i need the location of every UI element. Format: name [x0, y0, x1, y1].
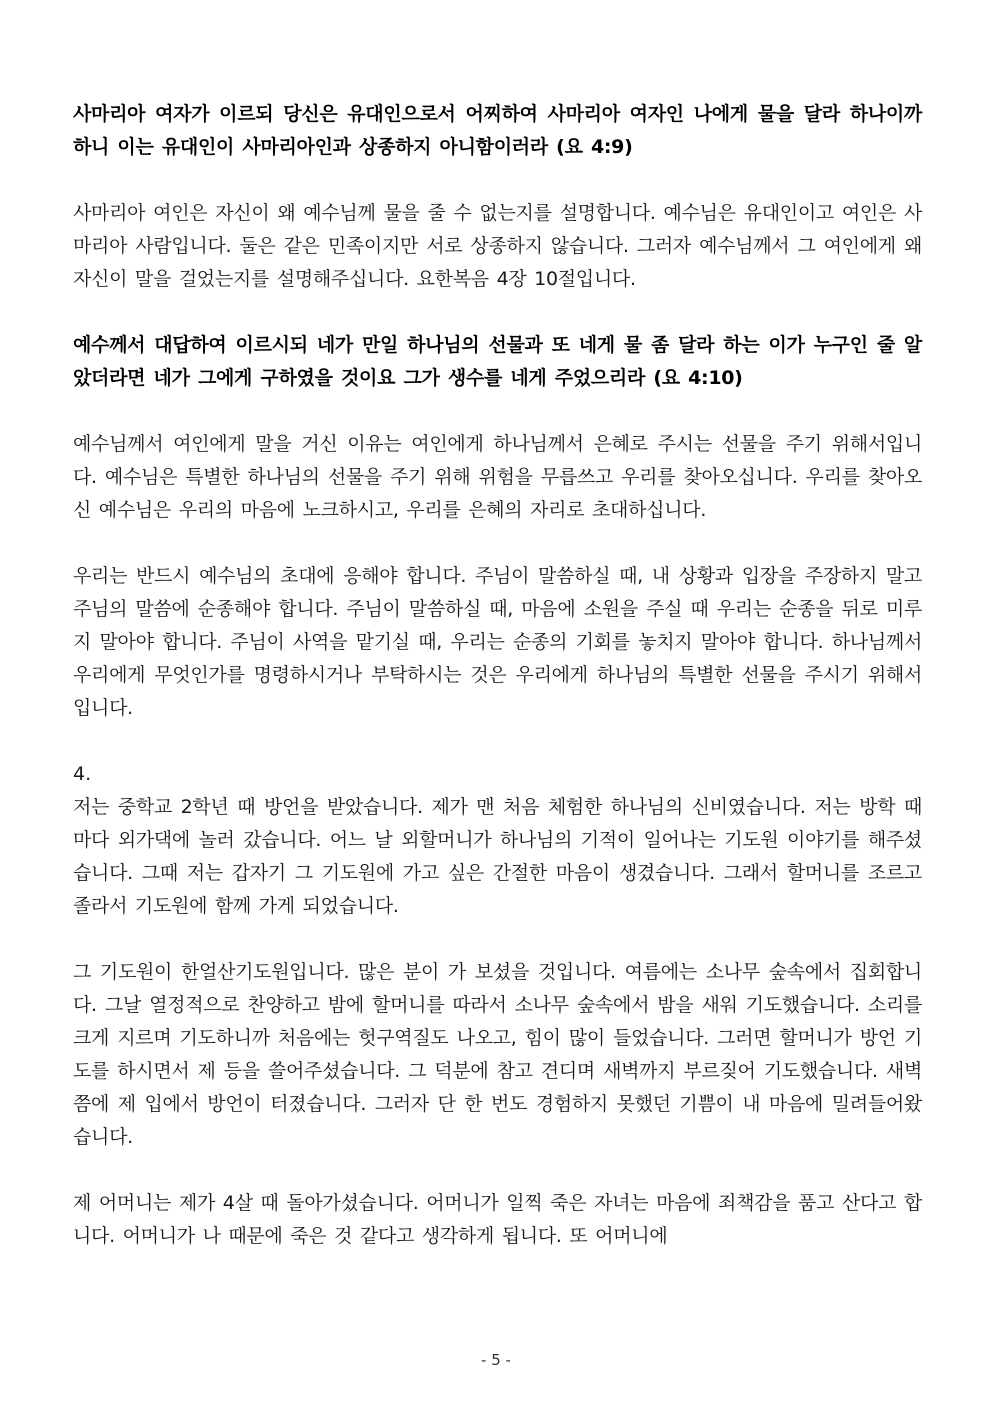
page-number: - 5 - — [481, 1351, 511, 1369]
document-body — [73, 98, 922, 1253]
bible-verse-john-4-9: 사마리아 여자가 이르되 당신은 유대인으로서 어찌하여 사마리아 여자인 나에게 물을 달라 하나이까 하니 이는 유대인이 사마리아인과 상종하지 아니함이러라 (요 4:9) — [73, 103, 922, 158]
paragraph-gap — [73, 725, 922, 758]
section-number: 4. — [73, 763, 92, 785]
bible-verse-john-4-10: 예수께서 대답하여 이르시되 네가 만일 하나님의 선물과 또 네게 물 좀 달라 하는 이가 누구인 줄 알았더라면 네가 그에게 구하였을 것이요 그가 생수를 네게 주었으리라 (요 4:10) — [73, 334, 922, 389]
paragraph-gap — [73, 296, 922, 329]
paragraph-gap — [73, 527, 922, 560]
paragraph-prayer-house: 그 기도원이 한얼산기도원입니다. 많은 분이 가 보셨을 것입니다. 여름에는 소나무 숲속에서 집회합니다. 그날 열정적으로 찬양하고 밤에 할머니를 따라서 소나무 숲속에서 밤을 새워 기도했습니다. 소리를 크게 지르며 기도하니까 처음에는 헛구역질도 나오고, 힘이 많이 들었습니다. 그러면 할머니가 방언 기도를 하시면서 제 등을 쓸어주셨습니다. 그 덕분에 참고 견디며 새벽까지 부르짖어 기도했습니다. 새벽쯤에 제 입에서 방언이 터졌습니다. 그러자 단 한 번도 경험하지 못했던 기쁨이 내 마음에 밀려들어왔습니다. — [73, 961, 922, 1148]
paragraph-gap — [73, 923, 922, 956]
paragraph-samaritan-explanation: 사마리아 여인은 자신이 왜 예수님께 물을 줄 수 없는지를 설명합니다. 예수님은 유대인이고 여인은 사마리아 사람입니다. 둘은 같은 민족이지만 서로 상종하지 않습니다. 그러자 예수님께서 그 여인에게 왜 자신이 말을 걸었는지를 설명해주십니다. 요한복음 4장 10절입니다. — [73, 202, 922, 290]
paragraph-mother: 제 어머니는 제가 4살 때 돌아가셨습니다. 어머니가 일찍 죽은 자녀는 마음에 죄책감을 품고 산다고 합니다. 어머니가 나 때문에 죽은 것 같다고 생각하게 됩니다. 또 어머니에 — [73, 1192, 922, 1247]
paragraph-gap — [73, 164, 922, 197]
paragraph-gap — [73, 395, 922, 428]
paragraph-gift-of-god: 예수님께서 여인에게 말을 거신 이유는 여인에게 하나님께서 은혜로 주시는 선물을 주기 위해서입니다. 예수님은 특별한 하나님의 선물을 주기 위해 위험을 무릅쓰고 우리를 찾아오십니다. 우리를 찾아오신 예수님은 우리의 마음에 노크하시고, 우리를 은혜의 자리로 초대하십니다. — [73, 433, 922, 521]
paragraph-tongues-testimony: 저는 중학교 2학년 때 방언을 받았습니다. 제가 맨 처음 체험한 하나님의 신비였습니다. 저는 방학 때마다 외가댁에 놀러 갔습니다. 어느 날 외할머니가 하나님의 기적이 일어나는 기도원 이야기를 해주셨습니다. 그때 저는 갑자기 그 기도원에 가고 싶은 간절한 마음이 생겼습니다. 그래서 할머니를 조르고 졸라서 기도원에 함께 가게 되었습니다. — [73, 796, 922, 917]
paragraph-gap — [73, 1154, 922, 1187]
paragraph-obedience: 우리는 반드시 예수님의 초대에 응해야 합니다. 주님이 말씀하실 때, 내 상황과 입장을 주장하지 말고 주님의 말씀에 순종해야 합니다. 주님이 말씀하실 때, 마음에 소원을 주실 때 우리는 순종을 뒤로 미루지 말아야 합니다. 주님이 사역을 맡기실 때, 우리는 순종의 기회를 놓치지 말아야 합니다. 하나님께서 우리에게 무엇인가를 명령하시거나 부탁하시는 것은 우리에게 하나님의 특별한 선물을 주시기 위해서입니다. — [73, 565, 922, 719]
